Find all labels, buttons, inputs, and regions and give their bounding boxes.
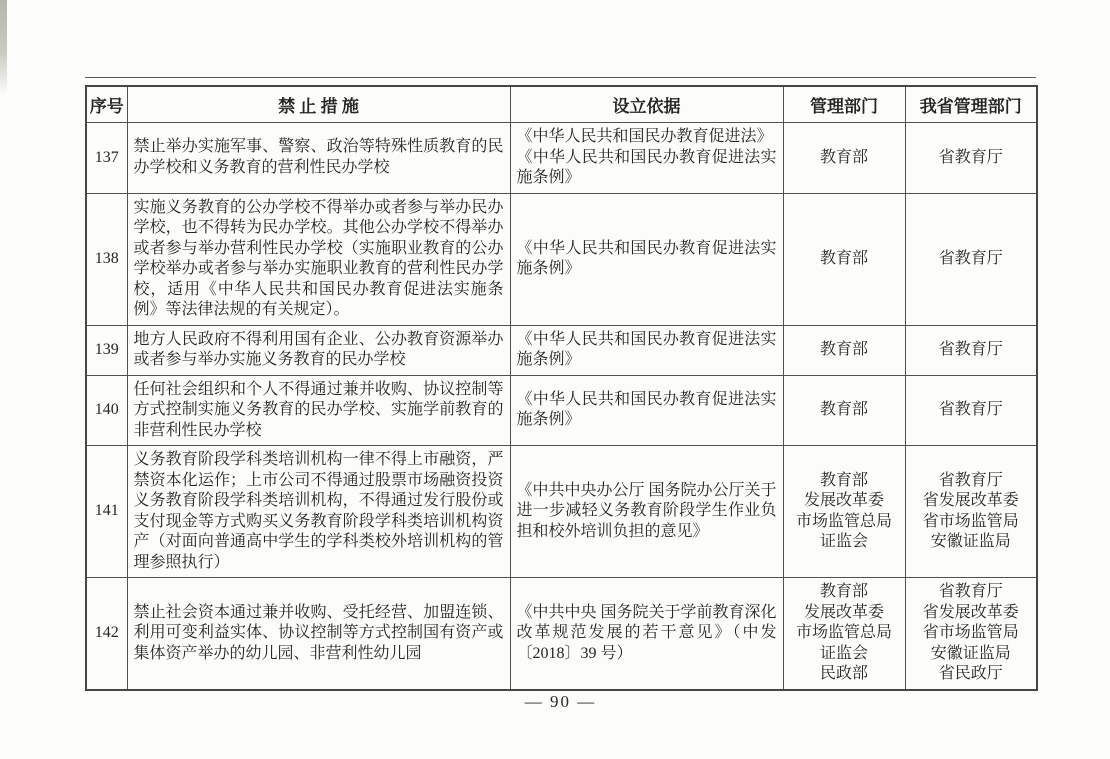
provincial-department-name: 省教育厅 bbox=[938, 249, 1003, 267]
header-managing-department: 管理部门 bbox=[783, 86, 905, 123]
cell-provincial-managing-department bbox=[905, 375, 1037, 446]
cell-serial-number: 141 bbox=[86, 446, 127, 578]
cell-managing-department bbox=[783, 193, 905, 325]
basis-title: 《中华人民共和国民办教育促进法实施条例》 bbox=[516, 330, 777, 368]
basis-title: 《中华人民共和国民办教育促进法》 bbox=[516, 128, 773, 145]
provincial-department-name: 省市场监管局 bbox=[922, 624, 1019, 641]
page-number: — 90 — bbox=[524, 692, 597, 711]
cell-serial-number: 137 bbox=[86, 123, 127, 194]
table-top-rule bbox=[85, 77, 1036, 78]
cell-serial-number: 142 bbox=[86, 578, 127, 690]
provincial-department-name: 省市场监管局 bbox=[922, 512, 1019, 530]
cell-establishment-basis bbox=[510, 375, 783, 446]
department-name: 教育部 bbox=[819, 401, 868, 418]
department-name: 教育部 bbox=[819, 340, 868, 358]
cell-prohibited-measure: 禁止社会资本通过兼并收购、受托经营、加盟连锁、利用可变利益实体、协议控制等方式控制国有资产或集体资产举办的幼儿园、非营利性幼儿园 bbox=[127, 578, 510, 690]
department-name: 教育部 bbox=[819, 471, 868, 489]
table-row bbox=[86, 123, 1037, 194]
header-establishment-basis: 设立依据 bbox=[510, 86, 783, 123]
provincial-department-name: 省发展改革委 bbox=[922, 603, 1019, 621]
cell-establishment-basis bbox=[510, 325, 783, 375]
department-name: 证监会 bbox=[819, 533, 868, 550]
header-serial-number: 序号 bbox=[86, 86, 127, 123]
provincial-department-name: 省发展改革委 bbox=[922, 492, 1019, 509]
department-name: 教育部 bbox=[819, 249, 868, 267]
provincial-department-name: 省教育厅 bbox=[938, 471, 1003, 489]
cell-managing-department bbox=[783, 446, 905, 578]
cell-establishment-basis bbox=[510, 123, 783, 194]
cell-prohibited-measure: 义务教育阶段学科类培训机构一律不得上市融资，严禁资本化运作；上市公司不得通过股票市场融资投资义务教育阶段学科类培训机构，不得通过发行股份或支付现金等方式购买义务教育阶段学科类培训机构资产（对面向普通高中学生的学科类校外培训机构的管理参照执行） bbox=[127, 446, 510, 578]
cell-establishment-basis bbox=[510, 446, 783, 578]
department-name: 市场监管总局 bbox=[795, 512, 892, 530]
header-provincial-managing-department: 我省管理部门 bbox=[905, 86, 1037, 123]
cell-provincial-managing-department bbox=[905, 578, 1037, 690]
cell-managing-department bbox=[783, 325, 905, 375]
provincial-department-name: 安徽证监局 bbox=[930, 644, 1011, 662]
cell-establishment-basis bbox=[510, 193, 783, 325]
cell-serial-number: 139 bbox=[86, 325, 127, 375]
cell-serial-number: 138 bbox=[86, 193, 127, 325]
provincial-department-name: 安徽证监局 bbox=[930, 533, 1011, 550]
department-name: 教育部 bbox=[819, 583, 868, 600]
table-row bbox=[86, 375, 1037, 446]
department-name: 民政部 bbox=[819, 665, 868, 682]
table-row bbox=[86, 446, 1037, 578]
provincial-department-name: 省教育厅 bbox=[938, 148, 1003, 166]
cell-prohibited-measure: 地方人民政府不得利用国有企业、公办教育资源举办或者参与举办实施义务教育的民办学校 bbox=[127, 325, 510, 375]
table-header-row bbox=[86, 86, 1037, 123]
basis-title: 《中华人民共和国民办教育促进法实施条例》 bbox=[516, 390, 777, 429]
table-row bbox=[86, 578, 1037, 690]
cell-establishment-basis bbox=[510, 578, 783, 690]
scan-edge-artifact bbox=[0, 0, 7, 95]
basis-title: 《中共中央 国务院关于学前教育深化改革规范发展的若干意见》（中发〔2018〕39 号） bbox=[516, 603, 777, 662]
header-prohibited-measure: 禁 止 措 施 bbox=[127, 86, 510, 123]
provincial-department-name: 省教育厅 bbox=[938, 340, 1003, 358]
department-name: 发展改革委 bbox=[803, 492, 884, 509]
basis-title: 《中华人民共和国民办教育促进法实施条例》 bbox=[516, 148, 777, 186]
department-name: 发展改革委 bbox=[803, 603, 884, 621]
provincial-department-name: 省民政厅 bbox=[938, 665, 1003, 682]
basis-title: 《中华人民共和国民办教育促进法实施条例》 bbox=[516, 239, 777, 277]
cell-provincial-managing-department bbox=[905, 193, 1037, 325]
cell-prohibited-measure: 禁止举办实施军事、警察、政治等特殊性质教育的民办学校和义务教育的营利性民办学校 bbox=[127, 123, 510, 194]
cell-serial-number: 140 bbox=[86, 375, 127, 446]
cell-prohibited-measure: 任何社会组织和个人不得通过兼并收购、协议控制等方式控制实施义务教育的民办学校、实施学前教育的非营利性民办学校 bbox=[127, 375, 510, 446]
cell-managing-department bbox=[783, 123, 905, 194]
provincial-department-name: 省教育厅 bbox=[938, 401, 1003, 418]
cell-provincial-managing-department bbox=[905, 123, 1037, 194]
prohibition-measures-table bbox=[85, 85, 1038, 691]
cell-prohibited-measure: 实施义务教育的公办学校不得举办或者参与举办民办学校，也不得转为民办学校。其他公办学校不得举办或者参与举办营利性民办学校（实施职业教育的公办学校举办或者参与举办实施职业教育的营利性民办学校，适用《中华人民共和国民办教育促进法实施条例》等法律法规的有关规定）。 bbox=[127, 193, 510, 325]
table-row bbox=[86, 193, 1037, 325]
table-row bbox=[86, 325, 1037, 375]
department-name: 教育部 bbox=[819, 148, 868, 166]
basis-title: 《中共中央办公厅 国务院办公厅关于进一步减轻义务教育阶段学生作业负担和校外培训负担的意见》 bbox=[516, 481, 777, 540]
cell-managing-department bbox=[783, 375, 905, 446]
department-name: 证监会 bbox=[819, 644, 868, 662]
cell-managing-department bbox=[783, 578, 905, 690]
provincial-department-name: 省教育厅 bbox=[938, 583, 1003, 600]
cell-provincial-managing-department bbox=[905, 325, 1037, 375]
cell-provincial-managing-department bbox=[905, 446, 1037, 578]
department-name: 市场监管总局 bbox=[795, 624, 892, 641]
